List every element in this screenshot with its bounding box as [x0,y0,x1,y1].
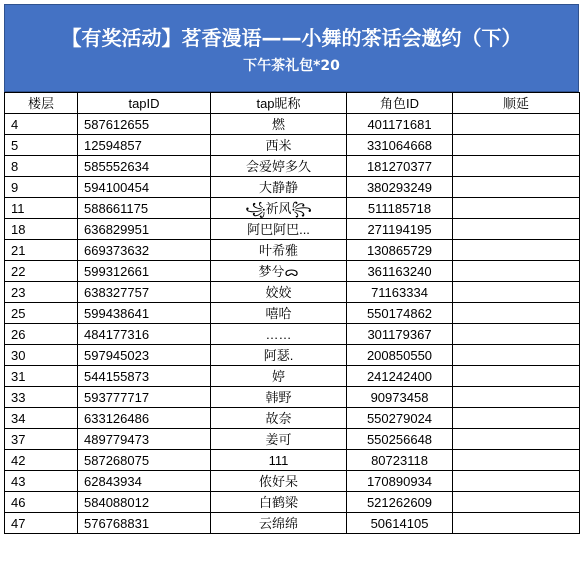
spreadsheet [4,4,579,534]
nickname-cell[interactable]: 嘻哈 [211,303,347,324]
nickname-cell[interactable]: 故奈 [211,408,347,429]
floor-cell[interactable]: 33 [5,387,78,408]
nickname-cell[interactable]: ꧁祈风꧂ [211,198,347,219]
postpone-cell[interactable] [453,324,580,345]
postpone-cell[interactable] [453,429,580,450]
role-id-cell[interactable]: 511185718 [347,198,453,219]
col-header-nickname[interactable]: tap昵称 [211,93,347,114]
postpone-cell[interactable] [453,303,580,324]
floor-cell[interactable]: 46 [5,492,78,513]
nickname-cell[interactable]: 阿瑟. [211,345,347,366]
postpone-cell[interactable] [453,366,580,387]
table-row [5,513,580,534]
table-body [5,114,580,534]
table-row [5,219,580,240]
floor-cell[interactable]: 37 [5,429,78,450]
tapid-cell[interactable]: 62843934 [78,471,211,492]
tapid-cell[interactable]: 636829951 [78,219,211,240]
nickname-cell[interactable]: 大静静 [211,177,347,198]
table-row [5,114,580,135]
table-row [5,429,580,450]
nickname-cell[interactable]: 侬好呆 [211,471,347,492]
table-row [5,198,580,219]
table-row [5,471,580,492]
nickname-cell[interactable]: 姣姣 [211,282,347,303]
tapid-cell[interactable]: 544155873 [78,366,211,387]
floor-cell[interactable]: 30 [5,345,78,366]
nickname-cell[interactable]: 婷 [211,366,347,387]
table-row [5,387,580,408]
tapid-cell[interactable]: 484177316 [78,324,211,345]
role-id-cell[interactable]: 71163334 [347,282,453,303]
table-row [5,324,580,345]
floor-cell[interactable]: 43 [5,471,78,492]
nickname-cell[interactable]: 韩野 [211,387,347,408]
role-id-cell[interactable]: 130865729 [347,240,453,261]
tapid-cell[interactable]: 597945023 [78,345,211,366]
role-id-cell[interactable]: 361163240 [347,261,453,282]
postpone-cell[interactable] [453,282,580,303]
role-id-cell[interactable]: 90973458 [347,387,453,408]
role-id-cell[interactable]: 380293249 [347,177,453,198]
postpone-cell[interactable] [453,219,580,240]
tapid-cell[interactable]: 585552634 [78,156,211,177]
floor-cell[interactable]: 42 [5,450,78,471]
table-row [5,303,580,324]
floor-cell[interactable]: 34 [5,408,78,429]
postpone-cell[interactable] [453,450,580,471]
tapid-cell[interactable]: 576768831 [78,513,211,534]
role-id-cell[interactable]: 170890934 [347,471,453,492]
postpone-cell[interactable] [453,114,580,135]
nickname-cell[interactable]: 叶希雅 [211,240,347,261]
floor-cell[interactable]: 47 [5,513,78,534]
nickname-cell[interactable]: 梦兮ᯅ [211,261,347,282]
nickname-cell[interactable]: 白鹤梁 [211,492,347,513]
postpone-cell[interactable] [453,198,580,219]
role-id-cell[interactable]: 550174862 [347,303,453,324]
postpone-cell[interactable] [453,513,580,534]
role-id-cell[interactable]: 241242400 [347,366,453,387]
nickname-cell[interactable]: 西米 [211,135,347,156]
nickname-cell[interactable]: 燃 [211,114,347,135]
floor-cell[interactable]: 25 [5,303,78,324]
floor-cell[interactable]: 8 [5,156,78,177]
table-row [5,492,580,513]
postpone-cell[interactable] [453,135,580,156]
nickname-cell[interactable]: 111 [211,450,347,471]
nickname-cell[interactable]: 阿巴阿巴... [211,219,347,240]
floor-cell[interactable]: 5 [5,135,78,156]
tapid-cell[interactable]: 588661175 [78,198,211,219]
floor-cell[interactable]: 18 [5,219,78,240]
postpone-cell[interactable] [453,240,580,261]
floor-cell[interactable]: 26 [5,324,78,345]
floor-cell[interactable]: 21 [5,240,78,261]
nickname-cell[interactable]: 姜可 [211,429,347,450]
nickname-cell[interactable]: …… [211,324,347,345]
nickname-cell[interactable]: 云绵绵 [211,513,347,534]
header-row [5,93,580,114]
table-row [5,450,580,471]
floor-cell[interactable]: 31 [5,366,78,387]
role-id-cell[interactable]: 550279024 [347,408,453,429]
table-row [5,261,580,282]
role-id-cell[interactable]: 301179367 [347,324,453,345]
tapid-cell[interactable]: 594100454 [78,177,211,198]
tapid-cell[interactable]: 593777717 [78,387,211,408]
role-id-cell[interactable]: 80723118 [347,450,453,471]
table-row [5,366,580,387]
postpone-cell[interactable] [453,387,580,408]
floor-cell[interactable]: 22 [5,261,78,282]
table-row [5,156,580,177]
floor-cell[interactable]: 4 [5,114,78,135]
tapid-cell[interactable]: 633126486 [78,408,211,429]
role-id-cell[interactable]: 331064668 [347,135,453,156]
role-id-cell[interactable]: 521262609 [347,492,453,513]
tapid-cell[interactable]: 669373632 [78,240,211,261]
winners-table [4,92,580,534]
postpone-cell[interactable] [453,492,580,513]
col-header-floor[interactable]: 楼层 [5,93,78,114]
banner-subtitle: 下午茶礼包*20 [243,58,340,74]
col-header-role-id[interactable]: 角色ID [347,93,453,114]
postpone-cell[interactable] [453,156,580,177]
tapid-cell[interactable]: 638327757 [78,282,211,303]
title-banner[interactable] [4,4,579,92]
role-id-cell[interactable]: 181270377 [347,156,453,177]
postpone-cell[interactable] [453,345,580,366]
postpone-cell[interactable] [453,261,580,282]
banner-title: 【有奖活动】茗香漫语——小舞的茶话会邀约（下） [61,26,522,50]
floor-cell[interactable]: 9 [5,177,78,198]
tapid-cell[interactable]: 587268075 [78,450,211,471]
table-row [5,408,580,429]
col-header-postpone[interactable]: 顺延 [453,93,580,114]
role-id-cell[interactable]: 401171681 [347,114,453,135]
tapid-cell[interactable]: 584088012 [78,492,211,513]
tapid-cell[interactable]: 489779473 [78,429,211,450]
floor-cell[interactable]: 11 [5,198,78,219]
postpone-cell[interactable] [453,177,580,198]
col-header-tapid[interactable]: tapID [78,93,211,114]
table-row [5,135,580,156]
tapid-cell[interactable]: 599312661 [78,261,211,282]
table-row [5,177,580,198]
role-id-cell[interactable]: 200850550 [347,345,453,366]
role-id-cell[interactable]: 271194195 [347,219,453,240]
postpone-cell[interactable] [453,471,580,492]
nickname-cell[interactable]: 会爱婷多久 [211,156,347,177]
table-row [5,240,580,261]
tapid-cell[interactable]: 12594857 [78,135,211,156]
postpone-cell[interactable] [453,408,580,429]
table-row [5,345,580,366]
table-row [5,282,580,303]
role-id-cell[interactable]: 50614105 [347,513,453,534]
role-id-cell[interactable]: 550256648 [347,429,453,450]
tapid-cell[interactable]: 587612655 [78,114,211,135]
tapid-cell[interactable]: 599438641 [78,303,211,324]
floor-cell[interactable]: 23 [5,282,78,303]
